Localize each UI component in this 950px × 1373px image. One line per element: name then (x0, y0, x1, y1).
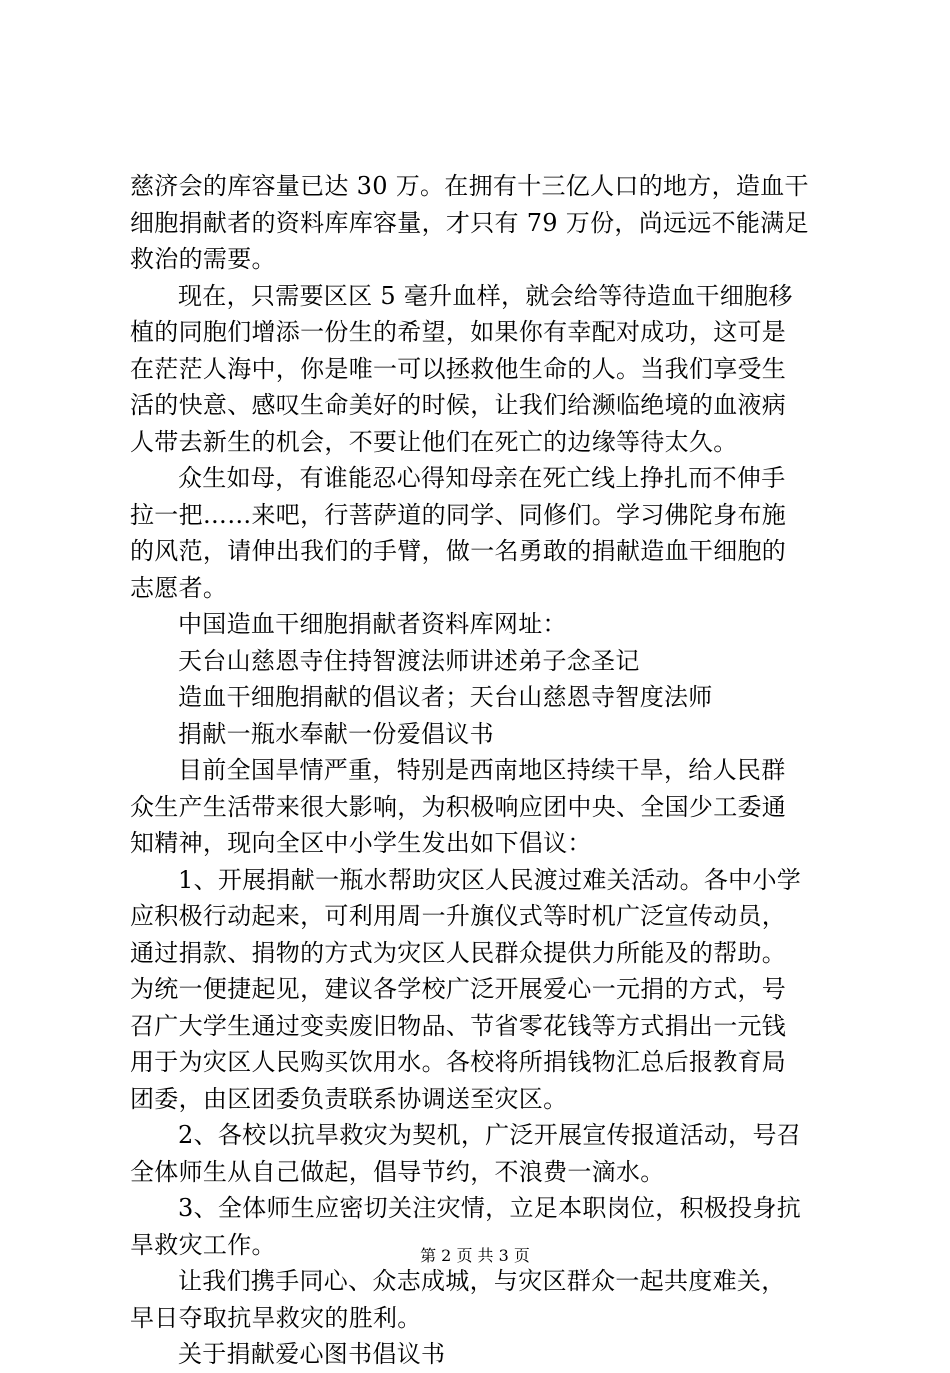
text-line: 1、开展捐献一瓶水帮助灾区人民渡过难关活动。各中小学 (178, 865, 802, 894)
text-line: 天台山慈恩寺住持智渡法师讲述弟子念圣记 (178, 646, 640, 675)
text-line: 目前全国旱情严重，特别是西南地区持续干旱，给人民群 (178, 756, 786, 784)
text-line: 的风范，请伸出我们的手臂，做一名勇敢的捐献造血干细胞的 (130, 537, 787, 565)
text-line: 造血干细胞捐献的倡议者；天台山慈恩寺智度法师 (178, 683, 713, 711)
text-line: 救治的需要。 (130, 245, 276, 273)
text-line: 拉一把……来吧，行菩萨道的同学、同修们。学习佛陀身布施 (130, 500, 787, 529)
text-line: 全体师生从自己做起，倡导节约，不浪费一滴水。 (130, 1157, 665, 1186)
document-body (130, 168, 830, 1373)
page-footer: 第 2 页 共 3 页 (420, 1246, 530, 1265)
text-line: 慈济会的库容量已达 30 万。在拥有十三亿人口的地方，造血干 (130, 172, 809, 200)
text-line: 3、全体师生应密切关注灾情，立足本职岗位，积极投身抗 (178, 1194, 802, 1222)
text-line: 关于捐献爱心图书倡议书 (178, 1340, 446, 1368)
text-line: 团委，由区团委负责联系协调送至灾区。 (130, 1084, 568, 1113)
text-line: 召广大学生通过变卖废旧物品、节省零花钱等方式捐出一元钱 (130, 1011, 787, 1040)
text-line: 人带去新生的机会，不要让他们在死亡的边缘等待太久。 (130, 427, 738, 456)
text-line: 知精神，现向全区中小学生发出如下倡议： (130, 829, 592, 857)
text-line: 旱救灾工作。 (130, 1230, 276, 1259)
text-line: 众生如母，有谁能忍心得知母亲在死亡线上挣扎而不伸手 (178, 464, 786, 492)
text-line: 通过捐款、捐物的方式为灾区人民群众提供力所能及的帮助。 (130, 938, 787, 967)
text-line: 中国造血干细胞捐献者资料库网址： (178, 610, 567, 638)
text-line: 2、各校以抗旱救灾为契机，广泛开展宣传报道活动，号召 (178, 1121, 802, 1149)
text-line: 细胞捐献者的资料库库容量，才只有 79 万份，尚远远不能满足 (130, 208, 809, 237)
text-line: 众生产生活带来很大影响，为积极响应团中央、全国少工委通 (130, 792, 787, 821)
text-line: 志愿者。 (130, 573, 228, 602)
text-line: 让我们携手同心、众志成城，与灾区群众一起共度难关， (178, 1267, 786, 1295)
text-line: 植的同胞们增添一份生的希望，如果你有幸配对成功，这可是 (130, 318, 787, 346)
text-line: 早日夺取抗旱救灾的胜利。 (130, 1303, 422, 1332)
text-line: 在茫茫人海中，你是唯一可以拯救他生命的人。当我们享受生 (130, 354, 787, 383)
text-line: 应积极行动起来，可利用周一升旗仪式等时机广泛宣传动员， (130, 902, 787, 930)
text-line: 为统一便捷起见，建议各学校广泛开展爱心一元捐的方式，号 (130, 975, 787, 1003)
text-line: 用于为灾区人民购买饮用水。各校将所捐钱物汇总后报教育局 (130, 1048, 787, 1076)
text-line: 现在，只需要区区 5 毫升血样，就会给等待造血干细胞移 (178, 281, 793, 310)
text-line: 活的快意、感叹生命美好的时候，让我们给濒临绝境的血液病 (130, 391, 787, 419)
text-line: 捐献一瓶水奉献一份爱倡议书 (178, 719, 494, 748)
